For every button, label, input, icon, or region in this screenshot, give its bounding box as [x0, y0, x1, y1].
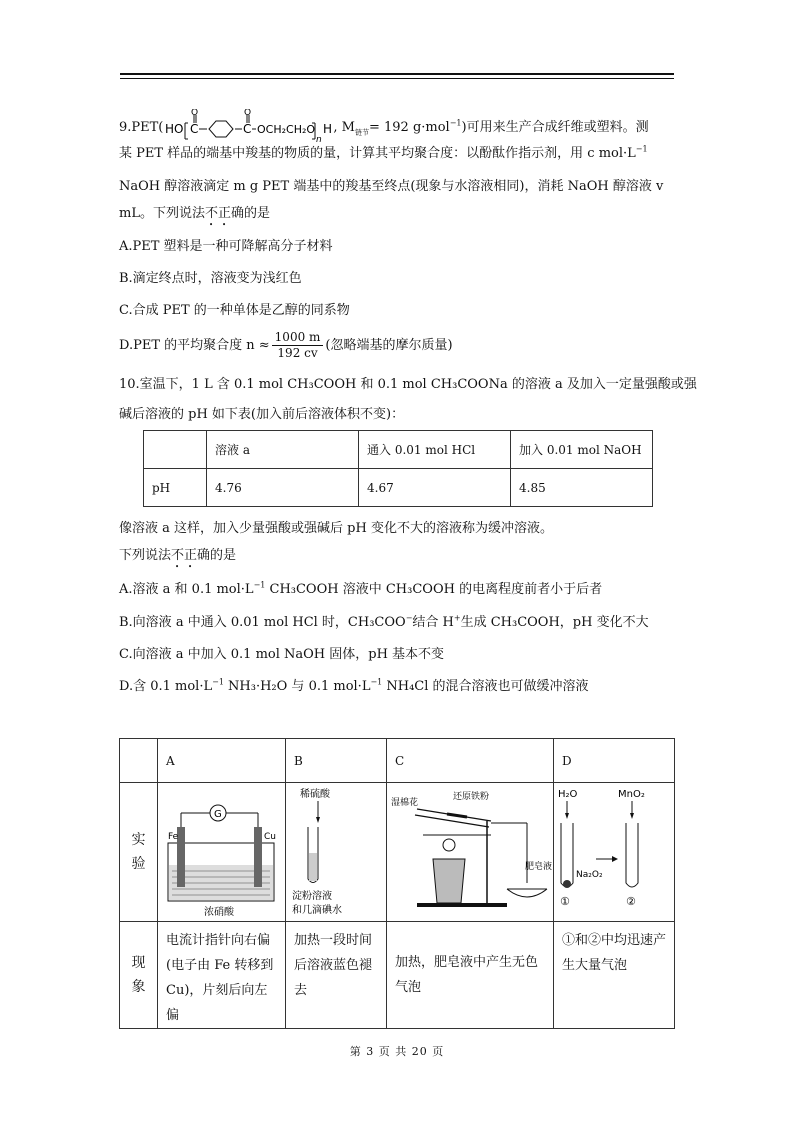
svg-text:②: ②: [626, 895, 636, 908]
svg-text:Fe: Fe: [168, 832, 179, 842]
svg-text:Na₂O₂: Na₂O₂: [576, 870, 603, 880]
q10-option-a: A.溶液 a 和 0.1 $mol\cdot L^{-1}$ CH₃COOH 溶液中 CH₃COOH 的电离程度前者小于后者: [119, 580, 603, 597]
svg-text:稀硫酸: 稀硫酸: [300, 789, 330, 800]
svg-text:①: ①: [560, 895, 570, 908]
svg-text:Cu: Cu: [264, 832, 276, 842]
figure-a-galvanic-cell: [158, 783, 284, 918]
ph-table: [143, 430, 653, 507]
q9-option-d: D.PET 的平均聚合度 n ≈ $\frac{1000 m}{192 cv}$ (忽略端基的摩尔质量): [119, 330, 453, 360]
q10-option-b: B.向溶液 a 中通入 0.01 mol HCl 时，CH₃COO−结合 H+生成 CH₃COOH，pH 变化不大: [119, 613, 649, 630]
figure-d-peroxide: [554, 783, 659, 918]
q10-question: 下列说法不正确的是: [119, 548, 237, 563]
structure-ho: HO: [165, 122, 184, 136]
svg-text:G: G: [214, 809, 222, 820]
svg-text:O: O: [244, 109, 252, 118]
svg-text:C: C: [243, 122, 252, 136]
q9-line4: mL。下列说法不正确的是: [119, 206, 270, 221]
svg-text:H₂O: H₂O: [558, 789, 578, 800]
q10-line1: 10.室温下，1 L 含 0.1 mol CH₃COOH 和 0.1 mol CH₃COONa 的溶液 a 及加入一定量强酸或强: [119, 377, 697, 392]
q9-option-c: C.合成 PET 的一种单体是乙醇的同系物: [119, 303, 350, 318]
figure-b-test-tube: [286, 783, 381, 918]
observation-row: [120, 922, 675, 1029]
row-label-experiment: 实 验: [120, 783, 158, 922]
q9-line2: 某 PET 样品的端基中羧基的物质的量，计算其平均聚合度：以酚酞作指示剂，用 c $mol\cdot L^{-1}$: [119, 144, 648, 161]
pet-structure-formula: [163, 109, 333, 143]
structure-n: n: [316, 135, 323, 143]
experiment-table-header: A B C D: [120, 739, 675, 783]
q9-line1: 9.PET( HO C O C O OCH₂CH₂O n H , $M_{链节}= 192$ g·mol$^{-1}$)可用来生产合成纤维或塑料。测: [119, 109, 649, 143]
svg-text:O: O: [191, 109, 199, 118]
q9-option-a: A.PET 塑料是一种可降解高分子材料: [119, 239, 333, 254]
svg-text:湿棉花: 湿棉花: [391, 798, 419, 808]
cu-electrode: [254, 827, 262, 887]
svg-text:肥皂液: 肥皂液: [525, 862, 552, 872]
figure-c-iron-steam: [387, 783, 552, 918]
page-footer: 第 3 页 共 20 页: [349, 1045, 445, 1058]
observation-a: 电流计指针向右偏(电子由 Fe 转移到 Cu)，片刻后向左偏: [158, 922, 286, 1029]
header-rule-thick: [120, 73, 674, 75]
svg-text:MnO₂: MnO₂: [618, 789, 645, 800]
svg-text:还原铁粉: 还原铁粉: [453, 792, 490, 802]
header-rule-thin: [120, 78, 674, 79]
structure-h: H: [323, 122, 333, 136]
q9-option-b: B.滴定终点时，溶液变为浅红色: [119, 271, 302, 286]
structure-och2ch2o: OCH₂CH₂O: [257, 123, 316, 136]
observation-d: ①和②中均迅速产生大量气泡: [554, 922, 675, 1029]
svg-text:C: C: [190, 122, 199, 136]
observation-b: 加热一段时间后溶液蓝色褪去: [286, 922, 387, 1029]
row-label-observation: 现 象: [120, 922, 158, 1029]
observation-c: 加热，肥皂液中产生无色气泡: [387, 922, 554, 1029]
svg-text:淀粉溶液: 淀粉溶液: [292, 891, 332, 902]
polymerization-fraction: $\frac{1000 m}{192 cv}$: [272, 330, 324, 361]
q10-option-d: D.含 0.1 $mol\cdot L^{-1}$ NH₃·H₂O 与 0.1 $mol\cdot L^{-1}$ NH₄Cl 的混合溶液也可做缓冲溶液: [119, 677, 589, 694]
experiment-row: [120, 783, 675, 922]
q10-line2: 碱后溶液的 pH 如下表(加入前后溶液体积不变)：: [119, 407, 405, 422]
ph-table-row: pH 4.76 4.67 4.85: [144, 469, 653, 507]
q10-option-c: C.向溶液 a 中加入 0.1 mol NaOH 固体，pH 基本不变: [119, 647, 445, 662]
q10-buffer-definition: 像溶液 a 这样，加入少量强酸或强碱后 pH 变化不大的溶液称为缓冲溶液。: [119, 521, 553, 536]
svg-text:浓硝酸: 浓硝酸: [204, 907, 234, 918]
ph-table-header: 溶液 a 通入 0.01 mol HCl 加入 0.01 mol NaOH: [144, 431, 653, 469]
q9-line3: NaOH 醇溶液滴定 m g PET 端基中的羧基至终点(现象与水溶液相同)，消耗 NaOH 醇溶液 v: [119, 179, 664, 194]
svg-text:和几滴碘水: 和几滴碘水: [292, 905, 342, 916]
experiment-table: [119, 738, 675, 1029]
